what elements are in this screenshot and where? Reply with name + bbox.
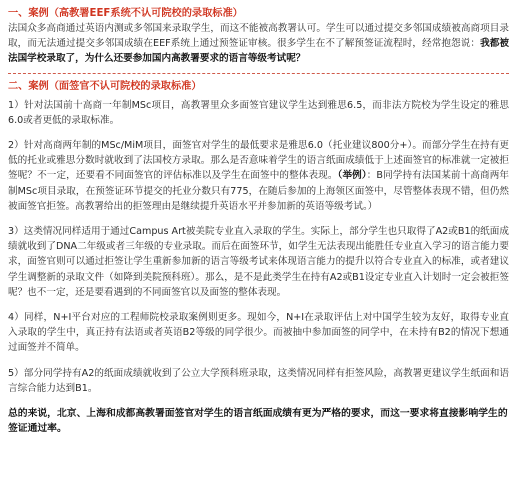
section-divider — [8, 73, 509, 74]
case-1-heading: 一、案例（高教署EEF系统不认可院校的录取标准） — [8, 8, 243, 19]
case-2-point-4: 4）同样，N+I平台对应的工程师院校录取案例则更多。现如今，N+I在录取评估上对中国学生较为友好，取得专业直入录取的学生中，真正持有法语或者英语B2等级的同学很少。而被抽中参加面签的同学中，在未持有B2的情况下想通过面签并不简单。 — [8, 312, 509, 354]
case-2-point-5: 5）部分同学持有A2的纸面成绩就收到了公立大学预科班录取，这类情况同样有拒签风险，高教署更建议学生纸面和语言综合能力达到B1。 — [8, 367, 509, 394]
case-2-point-1: 1）针对法国前十高商一年制MSc项目，高教署里众多面签官建议学生达到雅思6.5，而非法方院校为学生设定的雅思6.0或者更低的录取标准。 — [8, 99, 509, 126]
case-1-quote: 我都被法国学校录取了，为什么还要参加国内高教署要求的语言等级考试呢？ — [8, 38, 510, 65]
summary: 总的来说，北京、上海和成都高教署面签官对学生的语言纸面成绩有更为严格的要求，而这一要求将直接影响学生的签证通过率。 — [8, 408, 508, 435]
case-2-point-2-example: ：B同学持有法国某前十高商两年制MSc项目录取，在预签证环节提交的托业分数只有775，在随后参加的上海领区面签中，尽管整体表现不错，但仍然被面签官拒签。高教署给出的拒签理由是继续提升英语水平并参加新的英语等级考试。） — [8, 170, 509, 212]
example-label: （举例） — [337, 170, 367, 182]
case-2-section — [8, 79, 509, 396]
case-1-body — [8, 21, 509, 67]
case-1-section — [8, 6, 509, 67]
case-1-text: 法国众多高商通过英语内测或多邻国来录取学生，而这不能被高教署认可。学生可以通过提交多邻国成绩被高商项目录取，而无法通过提交多邻国成绩在EEF系统上通过预签证审核。很多学生在不了解预签证流程时，经常抱怨说： — [8, 23, 509, 50]
case-2-point-2-main: 2）针对高商两年制的MSc/MiM项目，面签官对学生的最低要求是雅思6.0（托业建议800分+）。而部分学生在持有更低的托业或雅思分数时就收到了法国校方录取。那么是否意味着学生的语言纸面成绩低于上述面签官的标准就一定被拒签呢？不一定，还要看不同面签官的评估标准以及学生在面签中的整体表现。 — [8, 140, 509, 182]
case-2-point-2 — [8, 138, 509, 214]
case-2-heading: 二、案例（面签官不认可院校的录取标准） — [8, 80, 202, 92]
case-2-point-3: 3）这类情况同样适用于通过Campus Art被美院专业直入录取的学生。实际上，部分学生也只取得了A2或B1的纸面成绩就收到了DNA二年级或者三年级的专业录取。而后在面签环节，如学生无法表现出能胜任专业直入学习的语言能力要求，面签官则可以通过拒签让学生重新参加新的语言等级考试来体现语言能力的提升以符合专业直入的标准，或者建议学生调整新的录取文件（如降到美院预科班）。那么，是不是此类学生在持有A2或B1设定专业直入计划时一定会被拒签呢？也不一定，还是要看遇到的不同面签官以及面签的整体表现。 — [8, 226, 509, 298]
